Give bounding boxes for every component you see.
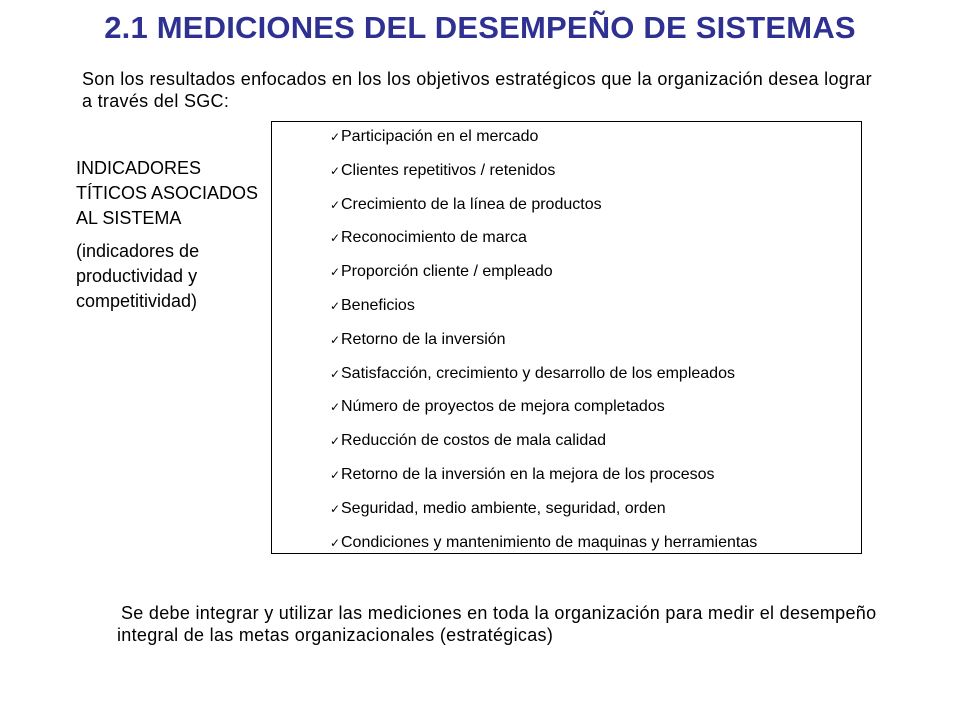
indicator-item	[330, 463, 858, 497]
checkmark-icon: ✓	[330, 535, 341, 550]
indicator-text: Retorno de la inversión en la mejora de los procesos	[341, 465, 715, 483]
indicator-item	[330, 226, 858, 260]
indicator-text: Satisfacción, crecimiento y desarrollo de los empleados	[341, 364, 735, 382]
indicator-text: Condiciones y mantenimiento de maquinas y herramientas	[341, 533, 758, 551]
checkmark-icon: ✓	[330, 501, 341, 516]
indicator-item	[330, 362, 858, 396]
closing-paragraph: Se debe integrar y utilizar las mediciones en toda la organización para medir el desempeño integral de las metas organizacionales (estratégicas)	[117, 603, 877, 645]
indicator-text: Número de proyectos de mejora completados	[341, 398, 665, 416]
checkmark-icon: ✓	[330, 366, 341, 381]
checkmark-icon: ✓	[330, 231, 341, 246]
indicator-text: Proporción cliente / empleado	[341, 263, 553, 281]
indicator-item	[330, 125, 858, 159]
indicator-item	[330, 429, 858, 463]
indicator-item	[330, 497, 858, 531]
indicator-text: Reconocimiento de marca	[341, 229, 527, 247]
indicators-list	[330, 125, 858, 564]
slide-title: 2.1 MEDICIONES DEL DESEMPEÑO DE SISTEMAS	[104, 10, 856, 45]
indicator-text: Seguridad, medio ambiente, seguridad, orden	[341, 499, 666, 517]
indicator-text: Crecimiento de la línea de productos	[341, 195, 602, 213]
indicators-box	[271, 121, 862, 554]
checkmark-icon: ✓	[330, 265, 341, 280]
indicator-item	[330, 260, 858, 294]
indicator-text: Clientes repetitivos / retenidos	[341, 161, 556, 179]
indicator-item	[330, 193, 858, 227]
indicator-item	[330, 328, 858, 362]
checkmark-icon: ✓	[330, 400, 341, 415]
checkmark-icon: ✓	[330, 197, 341, 212]
indicators-subheading: (indicadores de productividad y competitividad)	[76, 241, 200, 311]
checkmark-icon: ✓	[330, 298, 341, 313]
indicator-text: Participación en el mercado	[341, 128, 539, 145]
indicator-text: Retorno de la inversión	[341, 330, 506, 348]
checkmark-icon: ✓	[330, 332, 341, 347]
indicators-label	[76, 156, 266, 314]
indicator-item	[330, 294, 858, 328]
indicator-text: Beneficios	[341, 296, 415, 314]
indicators-heading: INDICADORES TÍTICOS ASOCIADOS AL SISTEMA	[76, 158, 259, 228]
indicator-item	[330, 159, 858, 193]
checkmark-icon: ✓	[330, 163, 341, 178]
checkmark-icon: ✓	[330, 130, 341, 144]
indicator-item	[330, 395, 858, 429]
indicator-item	[330, 531, 858, 565]
checkmark-icon: ✓	[330, 467, 341, 482]
checkmark-icon: ✓	[330, 434, 341, 449]
indicator-text: Reducción de costos de mala calidad	[341, 432, 607, 450]
intro-paragraph: Son los resultados enfocados en los los objetivos estratégicos que la organización desea lograr a través del SGC:	[82, 69, 872, 111]
